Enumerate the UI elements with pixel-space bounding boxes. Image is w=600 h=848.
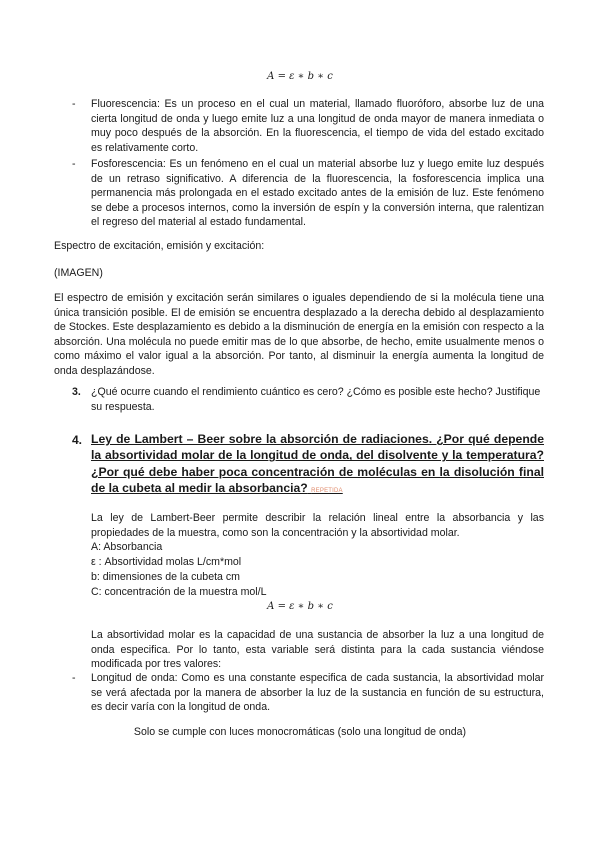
- variable-absorbancia: A: Absorbancia: [91, 541, 163, 553]
- variable-cubeta: b: dimensiones de la cubeta cm: [91, 571, 240, 583]
- question-4-heading: [91, 431, 544, 500]
- lambert-intro: La ley de Lambert-Beer permite describir la relación lineal entre la absorbancia y las propiedades de la muestra, como son la concentración y la absortividad molar.: [91, 512, 544, 539]
- absortividad-paragraph: La absortividad molar es la capacidad de una sustancia de absorber la luz a una longitud de onda especifica. Por lo tanto, esta variable será distinta para la cada sustancia viéndose modificada por tres valores:: [91, 629, 544, 671]
- formula-lambert-beer-top: A = ε ∗ b ∗ c: [267, 71, 333, 82]
- bullet-fosforescencia: Fosforescencia: Es un fenómeno en el cual un material absorbe luz y luego emite luz después de un retraso significativo. A diferencia de la fluorescencia, la fosforescencia implica una permanencia más prolongada en el estado excitado antes de la emisión de luz. Este fenómeno se debe a procesos internos, como la inversión de espín y la conversión interna, que ralentizan el regreso del material al estado fundamental.: [91, 158, 544, 229]
- bullet-dash-fluorescencia: -: [72, 98, 76, 110]
- question-4-text: Ley de Lambert – Beer sobre la absorción de radiaciones. ¿Por qué depende la absortividad molar de la longitud de onda, del disolvente y la temperatura? ¿Por qué debe haber poca concentración de moléculas en la disolución final de la cubeta al medir la absorbancia?: [91, 432, 544, 496]
- repeated-tag: REPETIDA: [311, 488, 343, 495]
- bullet-longitud-onda: Longitud de onda: Como es una constante especifica de cada sustancia, la absortividad molar se verá afectada por la manera de absorber la luz de la sustancia en función de su estructura, es decir varía con la longitud de onda.: [91, 672, 544, 714]
- bullet-dash-fosforescencia: -: [72, 158, 76, 170]
- bullet-dash-longitud-onda: -: [72, 672, 76, 684]
- spectrum-paragraph: El espectro de emisión y excitación serán similares o iguales dependiendo de si la molécula tiene una única transición posible. El de emisión se encuentra desplazado a la derecha debido al desplazamiento de Stockes. Este desplazamiento es debido a la disminución de energía en la emisión con respecto a la absorción. Una molécula no puede emitir mas de lo que absorbe, de hecho, emite usualmente menos o como máximo el valor igual a la absorción. Por tanto, al disminuir la energía aumenta la longitud de onda desplazándose.: [54, 292, 544, 377]
- question-3-number: 3.: [72, 386, 81, 398]
- variable-absortividad: ε : Absortividad molas L/cm*mol: [91, 556, 242, 568]
- variable-concentracion: C: concentración de la muestra mol/L: [91, 586, 267, 598]
- bullet-fluorescencia: Fluorescencia: Es un proceso en el cual un material, llamado fluoróforo, absorbe luz de una cierta longitud de onda y luego emite luz a una longitud de onda mayor de manera inmediata o muy poco después de la absorción. En la fluorescencia, el tiempo de vida del estado excitado es relativamente corto.: [91, 98, 544, 154]
- image-placeholder: (IMAGEN): [54, 267, 103, 279]
- formula-lambert-beer-bottom: A = ε ∗ b ∗ c: [267, 601, 333, 612]
- question-3-text: ¿Qué ocurre cuando el rendimiento cuántico es cero? ¿Cómo es posible este hecho? Justifique su respuesta.: [91, 386, 541, 413]
- question-4-number: 4.: [72, 433, 83, 447]
- spectrum-heading: Espectro de excitación, emisión y excitación:: [54, 240, 265, 252]
- closing-note: Solo se cumple con luces monocromáticas (solo una longitud de onda): [133, 726, 467, 738]
